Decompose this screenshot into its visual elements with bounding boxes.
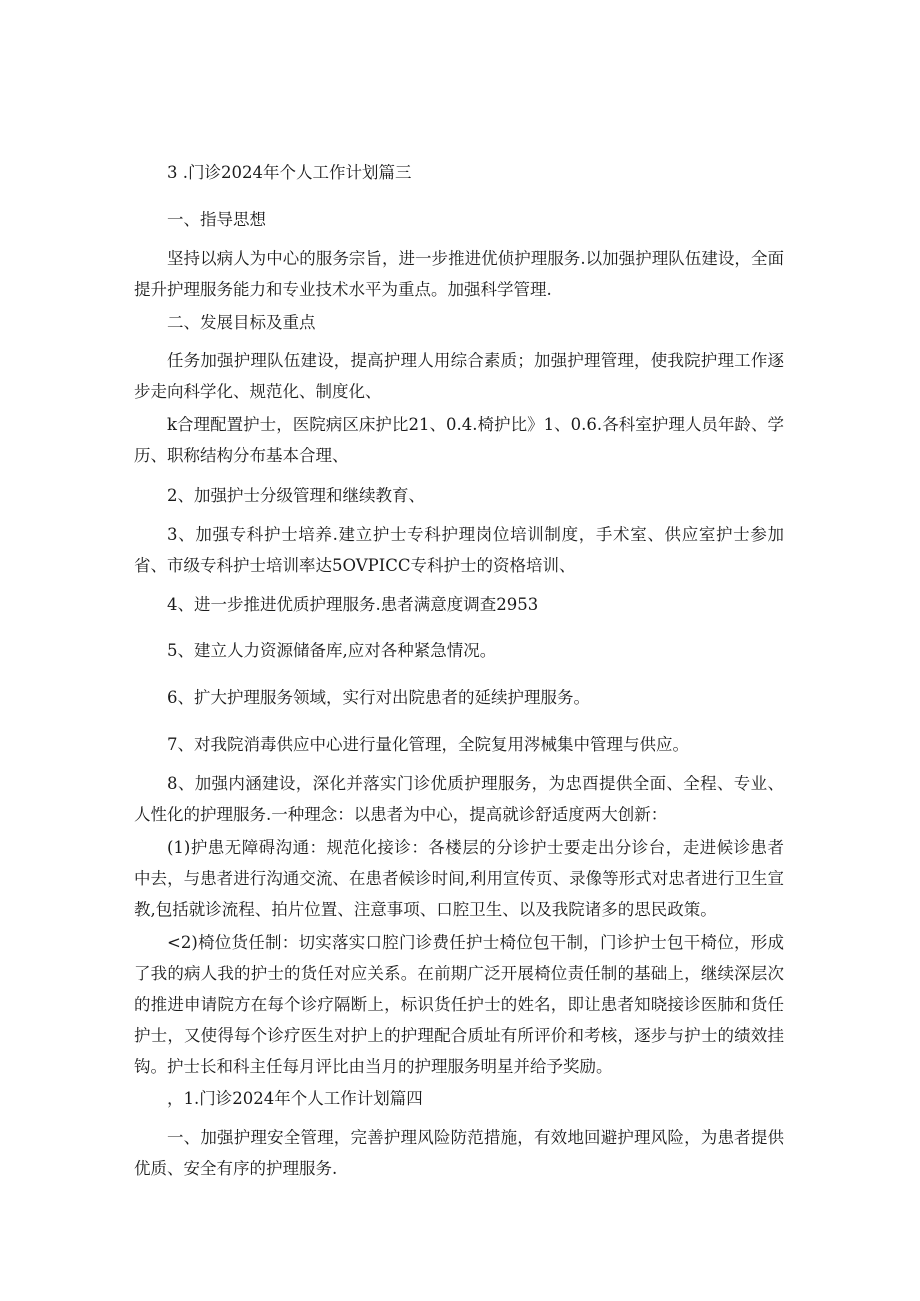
heading-goals-and-focus: 二、发展目标及重点 (167, 313, 316, 332)
paragraph-guiding-ideology: 坚持以病人为中心的服务宗旨，进一步推进优侦护理服务.以加强护理队伍建设，全面提升护理服务能力和专业技术水平为重点。加强科学管理. (134, 249, 784, 299)
section-title-part-four: ，1.门诊2024年个人工作计划篇四 (167, 1089, 423, 1108)
section-title-part-three: 3 .门诊2024年个人工作计划篇三 (167, 163, 412, 182)
heading-guiding-ideology: 一、指导思想 (167, 210, 266, 229)
paragraph-item-2: 2、加强护士分级管理和继续教育、 (167, 486, 425, 505)
paragraph-sub-item-2: <2)椅位货任制：切实落实口腔门诊费任护士椅位包干制，门诊护士包干椅位，形成了我的病人我的护士的货任对应关系。在前期广泛开展椅位责任制的基础上，继续深层次的推进申请院方在每个诊疗隔断上，标识货任护士的姓名，即让患者知晓接诊医肺和货任护士，又使得每个诊疗医生对护上的护理配合质址有所评价和考核，逐步与护士的绩效挂钩。护士长和科主任每月评比由当月的护理服务明星并给予奖励。 (134, 933, 784, 1076)
paragraph-safety-management: 一、加强护理安全管理，完善护理风险防范措施，有效地回避护理风险，为患者提供优质、安全有序的护理服务. (134, 1128, 784, 1178)
paragraph-item-6: 6、扩大护理服务领域，实行对出院患者的延续护理服务。 (167, 688, 590, 707)
paragraph-item-5: 5、建立人力资源储备库,应对各种紧急情况。 (167, 641, 497, 660)
paragraph-item-3: 3、加强专科护士培养.建立护士专科护理岗位培训制度，手术室、供应室护士参加省、市级专科护士培训率达5OVPICC专科护士的资格培训、 (134, 525, 784, 575)
paragraph-tasks: 任务加强护理队伍建设，提高护理人用综合素质；加强护理管理，使我院护理工作逐步走向科学化、规范化、制度化、 (134, 351, 784, 401)
paragraph-sub-item-1: (1)护患无障碍沟通：规范化接诊：各楼层的分诊护士要走出分诊台，走进候诊患者中去，与患者进行沟通交流、在患者候诊时间,利用宣传页、录像等形式对忠者进行卫生宣教,包括就诊流程、拍片位置、注意事项、口腔卫生、以及我院诸多的思民政策。 (134, 838, 784, 919)
paragraph-item-staffing: k合理配置护士，医院病区床护比21、0.4.椅护比》1、0.6.各科室护理人员年龄、学历、职称结构分布基本合理、 (134, 415, 784, 465)
paragraph-item-7: 7、对我院消毒供应中心进行量化管理，全院复用涔械集中管理与供应。 (167, 735, 689, 754)
paragraph-item-4: 4、进一步推进优质护理服务.患者满意度调查2953 (167, 595, 539, 614)
paragraph-item-8: 8、加强内涵建设，深化并落实门诊优质护理服务，为忠酉提供全面、全程、专业、人性化的护理服务.一种理念：以患者为中心，提高就诊舒适度两大创新： (134, 774, 784, 824)
